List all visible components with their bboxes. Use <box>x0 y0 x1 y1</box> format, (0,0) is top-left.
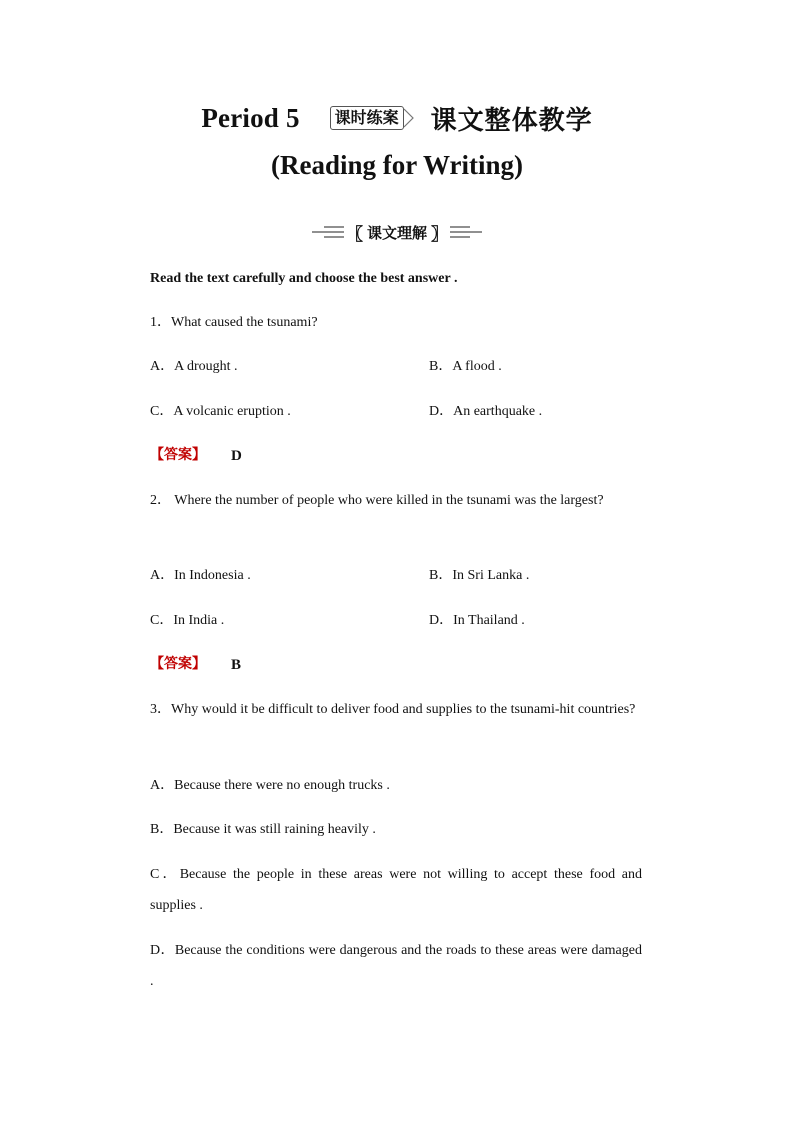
question-3-text: 3．Why would it be difficult to deliver food and supplies to the tsunami-hit countries? <box>150 702 636 717</box>
question-2-option-c: C．In India . <box>150 613 225 628</box>
question-3-option-a: A．Because there were no enough trucks . <box>150 778 390 793</box>
right-ornament-icon <box>448 225 482 239</box>
question-1-option-a: A．A drought . <box>150 359 238 374</box>
tag-arrow-icon <box>403 107 415 129</box>
left-ornament-icon <box>312 225 346 239</box>
question-1-answer-tag: 【答案】 <box>150 447 206 463</box>
question-2-answer: B <box>231 657 242 673</box>
practice-tag <box>330 106 415 130</box>
question-2-text: 2． Where the number of people who were killed in the tsunami was the largest? <box>150 493 604 508</box>
question-1-text: 1．What caused the tsunami? <box>150 315 318 330</box>
question-3-option-b: B．Because it was still raining heavily . <box>150 822 376 837</box>
right-bracket: 〗 <box>431 224 448 245</box>
subtitle: (Reading for Writing) <box>270 150 523 180</box>
left-bracket: 〖 <box>345 224 363 245</box>
question-2-option-d: D．In Thailand . <box>429 613 525 628</box>
section-label: 课文理解 <box>366 223 427 242</box>
question-1-answer: D <box>231 448 242 464</box>
question-3-option-c: C．Because the people in these areas were not willing to accept these food and supplies . <box>150 867 642 913</box>
section-header <box>0 220 794 244</box>
question-1-option-d: D．An earthquake . <box>429 404 543 419</box>
instruction: Read the text carefully and choose the best answer . <box>150 271 458 286</box>
period-title: Period 5 <box>201 102 300 133</box>
practice-tag-label: 课时练案 <box>330 106 404 130</box>
question-2-answer-tag: 【答案】 <box>150 656 206 672</box>
question-3-option-d: D．Because the conditions were dangerous and the roads to these areas were damaged . <box>150 943 642 989</box>
question-1-option-c: C．A volcanic eruption . <box>150 404 291 419</box>
title-row <box>0 96 794 140</box>
question-1-option-b: B．A flood . <box>429 359 502 374</box>
chinese-title: 课文整体教学 <box>430 105 593 136</box>
question-2-option-b: B．In Sri Lanka . <box>429 568 530 583</box>
question-2-option-a: A．In Indonesia . <box>150 568 251 583</box>
